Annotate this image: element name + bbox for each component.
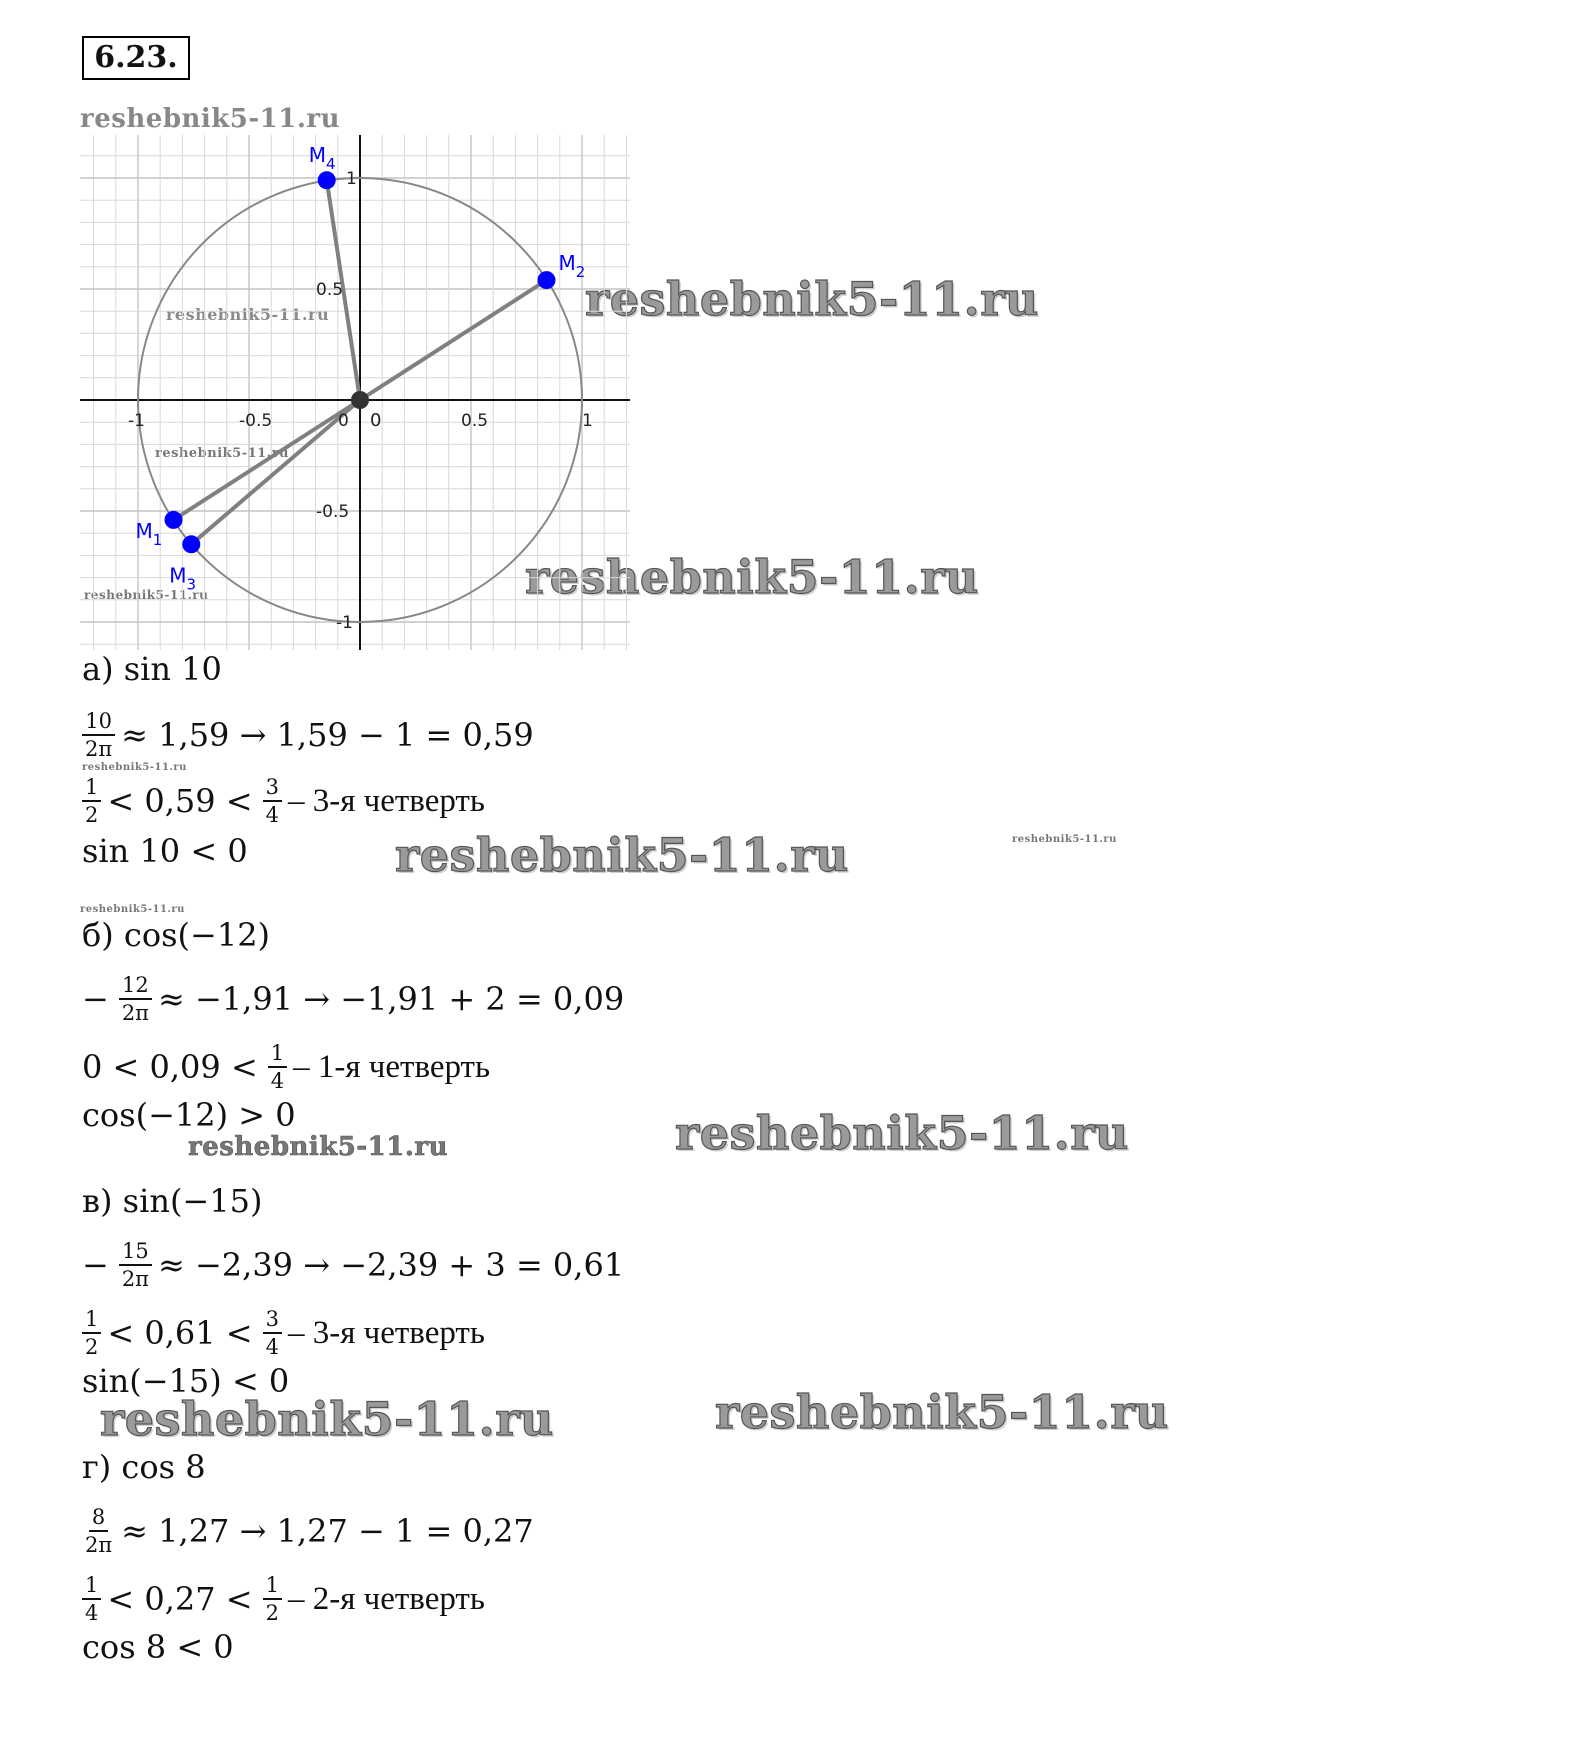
- radius-segment: [360, 280, 546, 400]
- watermark: reshebnik5-11.ru: [84, 588, 209, 602]
- x-tick-label: 0: [338, 411, 349, 431]
- point-m3: [182, 535, 200, 553]
- point-label: $M_2$: [558, 251, 586, 282]
- watermark: reshebnik5-11.ru: [395, 828, 849, 882]
- point-m4: [318, 171, 336, 189]
- section-d-line2: $\frac{8}{2\pi}$ ≈ 1,27 → 1,27 − 1 = 0,27: [82, 1496, 534, 1566]
- watermark: reshebnik5-11.ru: [675, 1106, 1129, 1160]
- x-tick-label: -1: [128, 411, 145, 431]
- point-label-subscript: 1: [152, 530, 163, 549]
- watermark: reshebnik5-11.ru: [166, 305, 330, 324]
- point-label: $M_4$: [308, 143, 336, 174]
- watermark: reshebnik5-11.ru: [585, 272, 1039, 326]
- watermark: reshebnik5-11.ru: [80, 104, 341, 134]
- fraction: $\frac{12}{2\pi}$: [119, 974, 152, 1024]
- section-c-title: в) sin(−15): [82, 1182, 263, 1220]
- watermark: reshebnik5-11.ru: [100, 1392, 554, 1446]
- origin-point: [351, 391, 369, 409]
- section-c-line3: $\frac{1}{2}$ < 0,61 < $\frac{3}{4}$ – 3-я четверть: [82, 1298, 485, 1368]
- watermark: reshebnik5-11.ru: [715, 1385, 1169, 1439]
- point-label-subscript: 2: [575, 263, 586, 282]
- fraction: $\frac{1}{2}$: [82, 776, 101, 826]
- problem-number: 6.23.: [82, 36, 190, 80]
- radius-segment: [191, 400, 360, 544]
- watermark: reshebnik5-11.ru: [80, 904, 185, 915]
- watermark: reshebnik5-11.ru: [188, 1132, 449, 1162]
- point-label: $M_1$: [135, 518, 163, 549]
- watermark: reshebnik5-11.ru: [82, 762, 187, 773]
- unit-circle-figure: [80, 135, 630, 650]
- y-tick-label: -0.5: [316, 502, 350, 522]
- section-a-line3: $\frac{1}{2}$ < 0,59 < $\frac{3}{4}$ – 3-я четверть: [82, 766, 485, 836]
- section-b-line3: 0 < 0,09 < $\frac{1}{4}$ – 1-я четверть: [82, 1041, 491, 1093]
- fraction: $\frac{8}{2\pi}$: [85, 1505, 113, 1557]
- fraction: $\frac{1}{4}$: [82, 1574, 101, 1624]
- x-tick-label: 0.5: [461, 411, 489, 431]
- fraction: $\frac{3}{4}$: [263, 776, 282, 826]
- section-c-line2: − $\frac{15}{2\pi}$ ≈ −2,39 → −2,39 + 3 = 0,61: [82, 1239, 625, 1291]
- watermark: reshebnik5-11.ru: [525, 550, 979, 604]
- section-c-result: sin(−15) < 0: [82, 1362, 290, 1400]
- section-d-result: cos 8 < 0: [82, 1628, 234, 1666]
- section-d-title: г) cos 8: [82, 1448, 206, 1486]
- y-tick-label: 1: [346, 169, 357, 189]
- section-a-line2: $\frac{10}{2\pi}$ ≈ 1,59 → 1,59 − 1 = 0,59: [82, 700, 534, 770]
- fraction: $\frac{10}{2\pi}$: [82, 710, 115, 760]
- x-tick-label: -0.5: [239, 411, 273, 431]
- point-label-subscript: 3: [186, 575, 197, 594]
- fraction: $\frac{1}{4}$: [268, 1042, 287, 1092]
- axes: [80, 135, 630, 650]
- fraction: $\frac{3}{4}$: [263, 1308, 282, 1358]
- fraction: $\frac{1}{2}$: [82, 1308, 101, 1358]
- section-b-title: б) cos(−12): [82, 916, 271, 954]
- point-label: $M_3$: [169, 563, 197, 594]
- watermark: reshebnik5-11.ru: [155, 446, 290, 461]
- section-a-result: sin 10 < 0: [82, 832, 248, 870]
- grid: [80, 135, 630, 650]
- point-label-subscript: 4: [325, 155, 336, 174]
- y-tick-label: -1: [336, 613, 353, 633]
- point-m1: [165, 511, 183, 529]
- section-d-line3: $\frac{1}{4}$ < 0,27 < $\frac{1}{2}$ – 2-я четверть: [82, 1564, 485, 1634]
- x-tick-label: 1: [582, 411, 593, 431]
- section-b-result: cos(−12) > 0: [82, 1096, 296, 1134]
- point-m2: [537, 271, 555, 289]
- origin-label: 0: [370, 410, 382, 431]
- watermark: reshebnik5-11.ru: [1012, 834, 1117, 845]
- y-tick-label: 0.5: [316, 280, 344, 300]
- section-b-line2: − $\frac{12}{2\pi}$ ≈ −1,91 → −1,91 + 2 = 0,09: [82, 973, 625, 1025]
- section-a-title: а) sin 10: [82, 650, 222, 688]
- fraction: $\frac{15}{2\pi}$: [119, 1240, 152, 1290]
- fraction: $\frac{1}{2}$: [263, 1574, 282, 1624]
